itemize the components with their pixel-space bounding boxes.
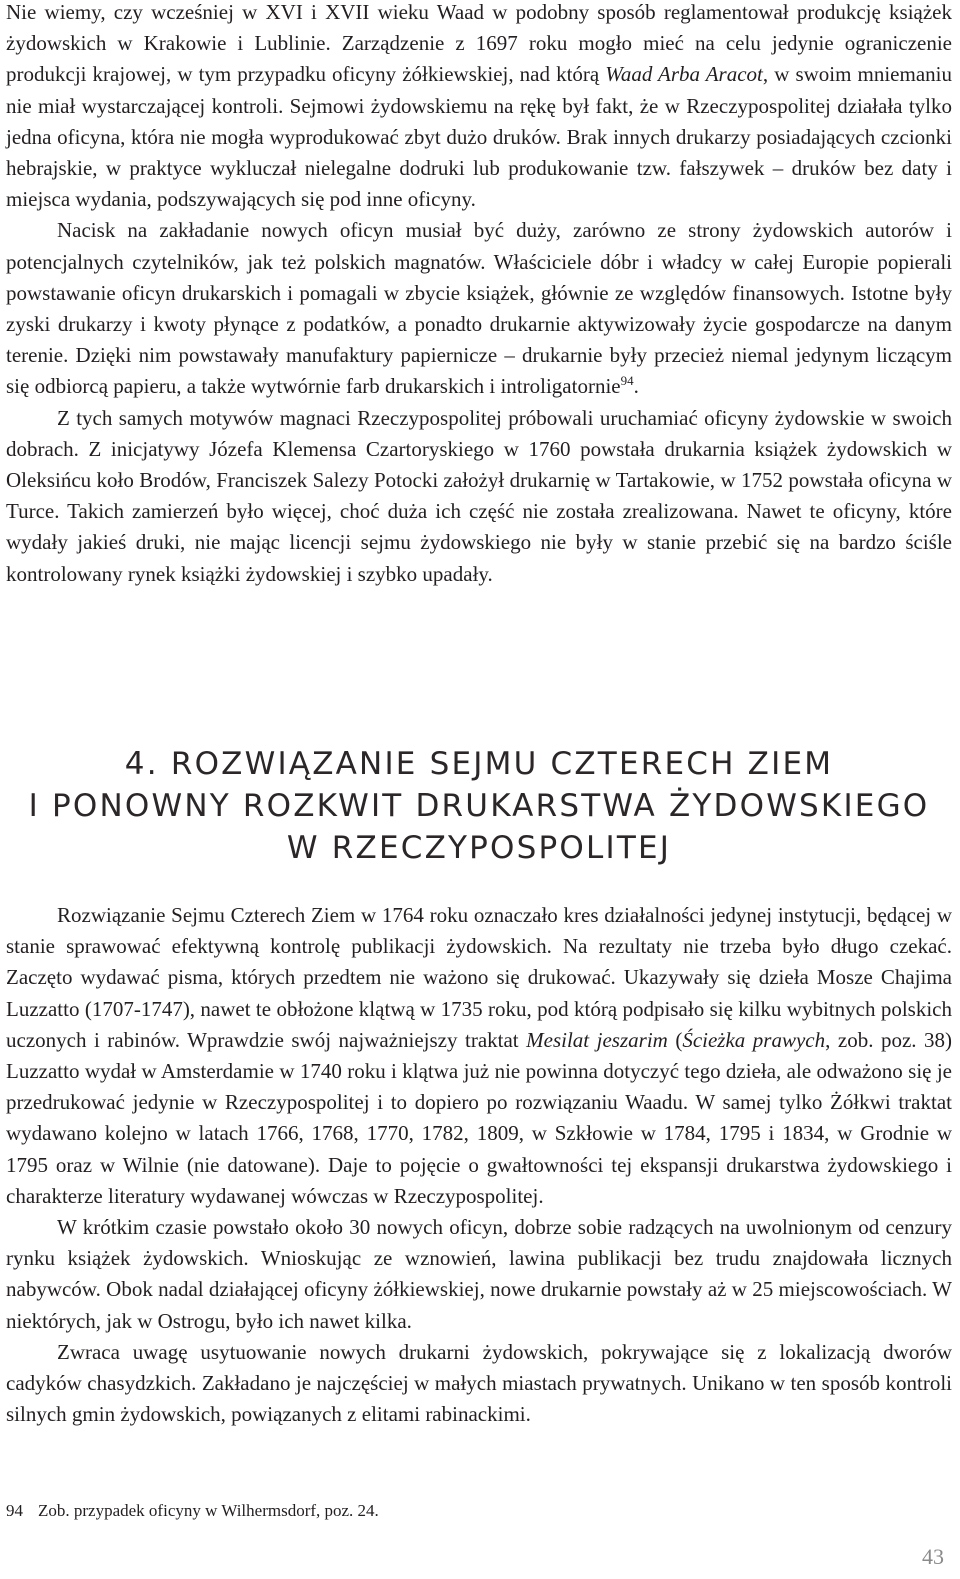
heading-line-1: 4. ROZWIĄZANIE SEJMU CZTERECH ZIEM xyxy=(124,746,834,782)
paragraph-6: Zwraca uwagę usytuowanie nowych drukarni żydowskich, pokrywające się z lokalizacją dworów cadyków chasydzkich. Zakładano je najczęściej w małych miastach prywatnych. Unikano w ten sposób kontroli silnych gmin żydowskich, powiązanych z elitami rabinackimi. xyxy=(6,1339,952,1427)
footnote-text: Zob. przypadek oficyny w Wilhermsdorf, poz. 24. xyxy=(38,1501,379,1520)
chapter-heading xyxy=(6,743,952,869)
paragraph-1: Nie wiemy, czy wcześniej w XVI i XVII wieku Waad w podobny sposób reglamentował produkcję książek żydowskich w Krakowie i Lublinie. Zarządzenie z 1697 roku mogło mieć na celu jedynie ograniczenie produkcji krajowej, w tym przypadku oficyny żółkiewskiej, nad którą Waad Arba Aracot, w swoim mniemaniu nie miał wystarczającej kontroli. Sejmowi żydowskiemu na rękę był fakt, że w Rzeczypospolitej działała tylko jedna oficyna, która nie mogła wyprodukować zbyt dużo druków. Brak innych drukarzy posiadających czcionki hebrajskie, w praktyce wykluczał nielegalne dodruki lub produkowanie tzw. fałszywek – druków bez daty i miejsca wydania, podszywających się pod inne oficyny. xyxy=(6,0,952,212)
paragraph-2: Nacisk na zakładanie nowych oficyn musiał być duży, zarówno ze strony żydowskich autorów i potencjalnych czytelników, jak też polskich magnatów. Właściciele dóbr i władcy w całej Europie popierali powstawanie oficyn drukarskich i pomagali w zbycie książek, głównie ze względów finansowych. Istotne były zyski drukarzy i kwoty płynące z podatków, a ponadto drukarnie aktywizowały życie gospodarcze na danym terenie. Dzięki nim powstawały manufaktury papiernicze – drukarnie były przecież niemal jedynym liczącym się odbiorcą papieru, a także wytwórnie farb drukarskich i introligatornie$^{94}$. xyxy=(6,218,952,399)
footnote-number: 94 xyxy=(6,1501,23,1520)
paragraph-4: Rozwiązanie Sejmu Czterech Ziem w 1764 roku oznaczało kres działalności jedynej instytucji, będącej w stanie sprawować efektywną kontrolę publikacji żydowskich. Na rezultaty nie trzeba było długo czekać. Zaczęto wydawać pisma, których przedtem nie ważono się drukować. Ukazywały się dzieła Mosze Chajima Luzzatto (1707-1747), nawet te obłożone klątwą w 1735 roku, pod którą podpisało się kilku wybitnych polskich uczonych i rabinów. Wprawdzie swój najważniejszy traktat Mesilat jeszarim (Ścieżka prawych, zob. poz. 38) Luzzatto wydał w Amsterdamie w 1740 roku i klątwa już nie powinna dotyczyć tego dzieła, ale odważono się je przedrukować jedynie w Rzeczypospolitej i to dopiero po rozwiązaniu Waadu. W samej tylko Żółkwi traktat wydawano kolejno w latach 1766, 1768, 1770, 1782, 1809, w Szkłowie w 1784, 1795 i 1834, w Grodnie w 1795 oraz w Wilnie (nie datowane). Daje to pojęcie o gwałtowności tej ekspansji drukarstwa żydowskiego i charakterze literatury wydawanej wówczas w Rzeczypospolitej. xyxy=(6,903,953,1208)
paragraph-3: Z tych samych motywów magnaci Rzeczypospolitej próbowali uruchamiać oficyny żydowskie w swoich dobrach. Z inicjatywy Józefa Klemensa Czartoryskiego w 1760 powstała drukarnia książek żydowskich w Oleksińcu koło Brodów, Franciszek Salezy Potocki założył drukarnię w Tartakowie, w 1752 powstała oficyna w Turce. Takich zamierzeń było więcej, choć duża ich część nie została zrealizowana. Nawet te oficyny, które wydały jakieś druki, nie mając licencji sejmu żydowskiego nie były w stanie przebić się na bardzo ściśle kontrolowany rynek książki żydowskiej i szybko upadały. xyxy=(6,405,952,586)
heading-line-2: I PONOWNY ROZKWIT DRUKARSTWA ŻYDOWSKIEGO xyxy=(28,788,930,824)
footnote-ref-94: 94 xyxy=(620,373,634,389)
section-1-body xyxy=(6,0,952,590)
footnote xyxy=(6,1500,379,1522)
italic-title-mesilat: Mesilat jeszarim xyxy=(526,1027,668,1052)
page-number: 43 xyxy=(922,1544,944,1569)
italic-title-waad: Waad Arba Aracot xyxy=(605,62,763,87)
italic-title-sciezka: Ścieżka prawych xyxy=(682,1027,826,1052)
heading-line-3: W RZECZYPOSPOLITEJ xyxy=(286,830,672,866)
section-2-body xyxy=(6,900,952,1430)
paragraph-5: W krótkim czasie powstało około 30 nowych oficyn, dobrze sobie radzących na uwolnionym od cenzury rynku książek żydowskich. Wnioskując ze wznowień, lawina publikacji bez trudu znajdowała licznych nabywców. Obok nadal działającej oficyny żółkiewskiej, nowe drukarnie powstały aż w 25 miejscowościach. W niektórych, jak w Ostrogu, było ich nawet kilka. xyxy=(6,1215,952,1333)
